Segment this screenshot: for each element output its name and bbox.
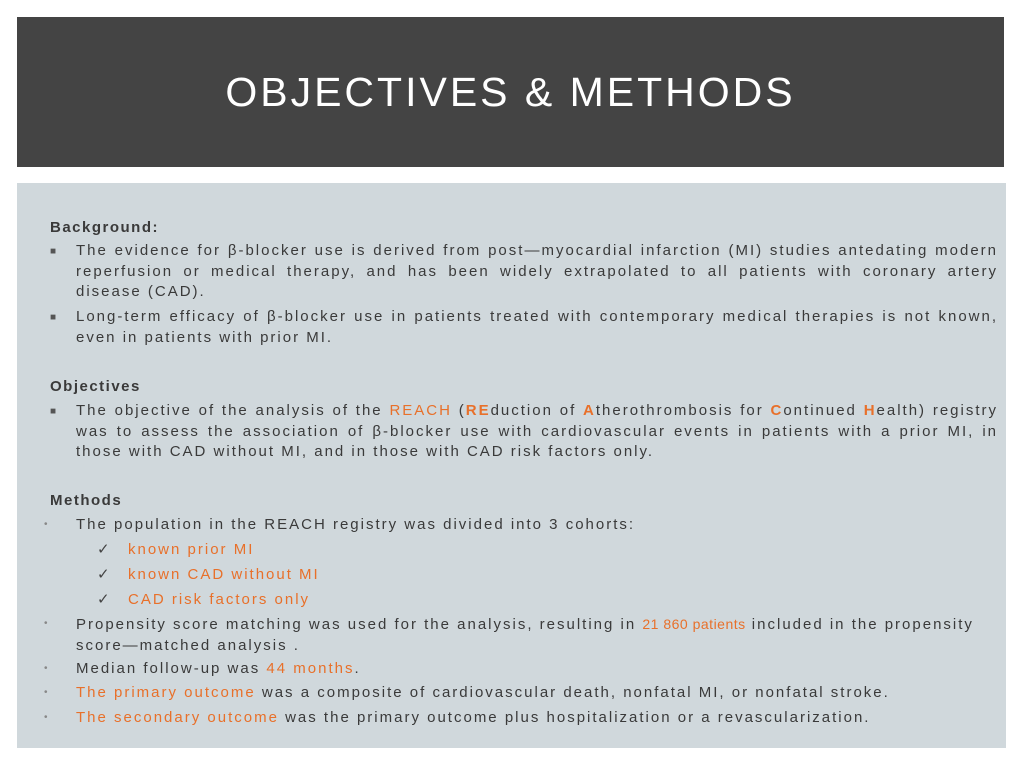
- methods-heading: Methods: [50, 492, 123, 509]
- checkmark-icon: ✓: [97, 566, 112, 583]
- background-item-2-text: Long-term efficacy of β-blocker use in patients treated with contemporary medical therapies is not known, even in patients with prior MI.: [76, 308, 998, 346]
- cohort-item-3: CAD risk factors only: [128, 591, 311, 608]
- dot-bullet-icon: •: [44, 663, 50, 674]
- title-bar: [17, 17, 1004, 167]
- objectives-heading: Objectives: [50, 378, 141, 395]
- checkmark-icon: ✓: [97, 591, 112, 608]
- slide-title: OBJECTIVES & METHODS: [225, 68, 796, 115]
- background-item-1-text: The evidence for β-blocker use is derived from post—myocardial infarction (MI) studies antedating modern reperfusion or medical therapy, and has been widely extrapolated to all patients with coronary artery disease (CAD).: [76, 242, 998, 300]
- patients-highlight: 21 860 patients: [642, 616, 746, 632]
- reach-highlight: REACH: [389, 402, 452, 419]
- methods-secondary-text: The secondary outcome was the primary outcome plus hospitalization or a revascularization.: [76, 709, 871, 726]
- checkmark-icon: ✓: [97, 541, 112, 558]
- dot-bullet-icon: •: [44, 519, 50, 530]
- secondary-outcome-highlight: The secondary outcome: [76, 709, 279, 726]
- dot-bullet-icon: •: [44, 687, 50, 698]
- primary-outcome-highlight: The primary outcome: [76, 684, 256, 701]
- methods-primary-text: The primary outcome was a composite of cardiovascular death, nonfatal MI, or nonfatal stroke.: [76, 684, 890, 701]
- square-bullet-icon: ■: [50, 406, 59, 417]
- square-bullet-icon: ■: [50, 312, 59, 323]
- methods-followup-text: Median follow-up was 44 months.: [76, 660, 361, 677]
- cohort-item-2: known CAD without MI: [128, 566, 320, 583]
- content-panel: [17, 183, 1006, 748]
- cohort-item-1: known prior MI: [128, 541, 255, 558]
- methods-population-text: The population in the REACH registry was divided into 3 cohorts:: [76, 516, 636, 533]
- dot-bullet-icon: •: [44, 712, 50, 723]
- background-heading: Background:: [50, 219, 160, 236]
- followup-highlight: 44 months: [266, 660, 355, 677]
- objectives-item-text: The objective of the analysis of the REACH (REduction of Atherothrombosis for Continued Health) registry was to assess the association of β-blocker use with cardiovascular events in patients with a prior MI, in those with CAD without MI, and in those with CAD risk factors only.: [76, 402, 999, 460]
- dot-bullet-icon: •: [44, 618, 50, 629]
- methods-propensity-text: Propensity score matching was used for the analysis, resulting in 21 860 patients included in the propensity score—matched analysis .: [76, 616, 974, 654]
- square-bullet-icon: ■: [50, 246, 59, 257]
